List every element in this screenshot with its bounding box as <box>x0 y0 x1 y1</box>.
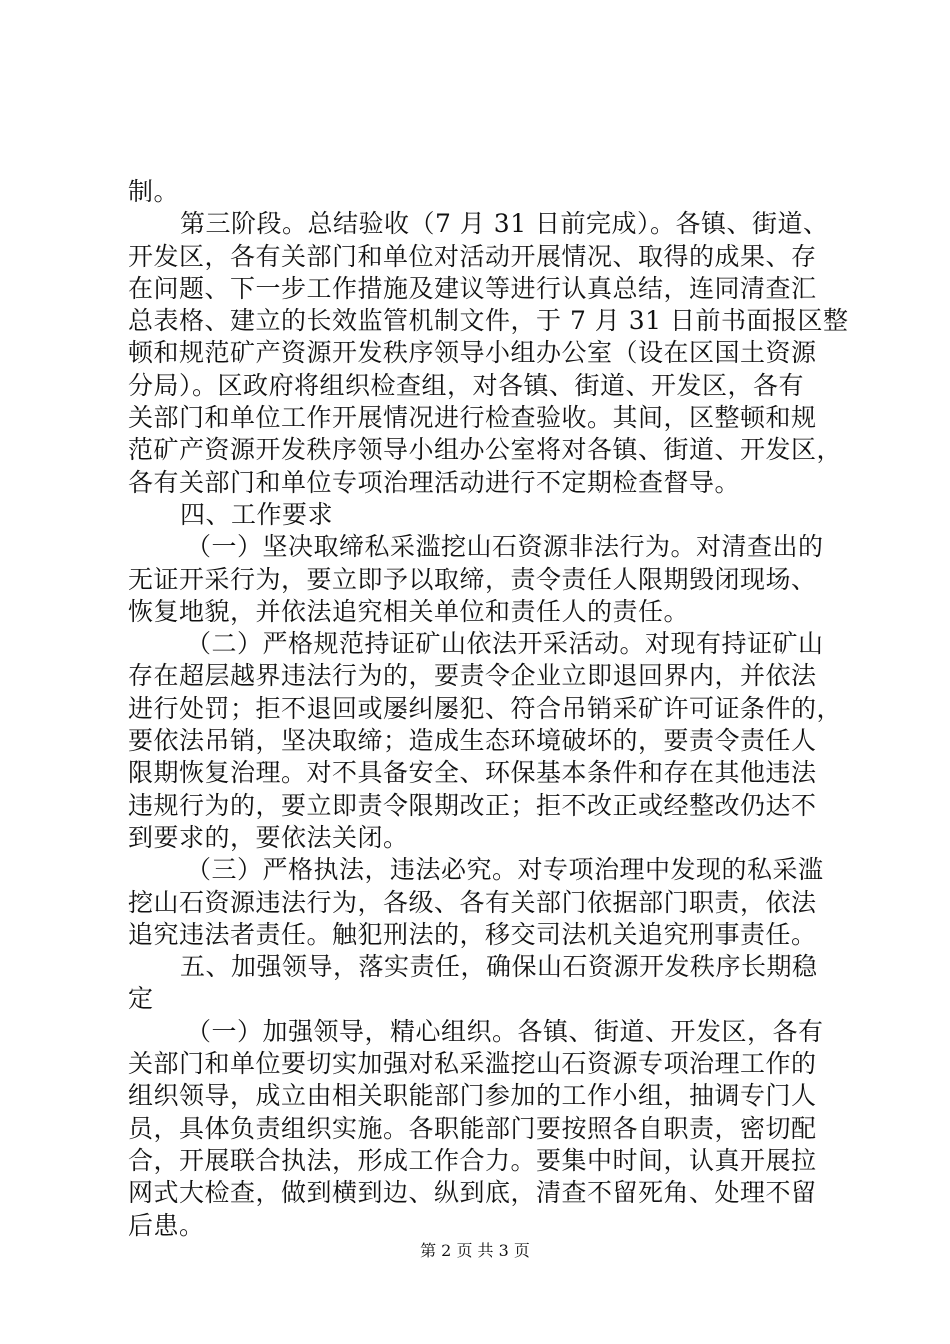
text-line: 限期恢复治理。对不具备安全、环保基本条件和存在其他违法 <box>128 758 817 788</box>
page-number: 第 2 页 共 3 页 <box>420 1241 530 1260</box>
text-line: 合，开展联合执法，形成工作合力。要集中时间，认真开展拉 <box>128 1145 817 1175</box>
text-line: （一）坚决取缔私采滥挖山石资源非法行为。对清查出的 <box>186 532 824 562</box>
text-line: 要依法吊销，坚决取缔；造成生态环境破坏的，要责令责任人 <box>128 726 817 756</box>
text-line: 追究违法者责任。触犯刑法的，移交司法机关追究刑事责任。 <box>128 919 817 949</box>
text-line: 违规行为的，要立即责令限期改正；拒不改正或经整改仍达不 <box>128 790 817 820</box>
text-line: 挖山石资源违法行为，各级、各有关部门依据部门职责，依法 <box>128 887 817 917</box>
text-line: 第三阶段。总结验收（7 月 31 日前完成）。各镇、街道、 <box>180 209 829 239</box>
text-line: 员，具体负责组织实施。各职能部门要按照各自职责，密切配 <box>128 1113 817 1143</box>
text-line: 后患。 <box>128 1210 205 1240</box>
text-line: （一）加强领导，精心组织。各镇、街道、开发区，各有 <box>186 1016 824 1046</box>
section-heading-cont: 定 <box>128 984 154 1014</box>
text-line: 到要求的，要依法关闭。 <box>128 822 409 852</box>
text-line: 范矿产资源开发秩序领导小组办公室将对各镇、街道、开发区， <box>128 435 843 465</box>
text-line: （三）严格执法，违法必究。对专项治理中发现的私采滥 <box>186 855 824 885</box>
page-footer <box>0 1241 950 1261</box>
text-line: 顿和规范矿产资源开发秩序领导小组办公室（设在区国土资源 <box>128 338 817 368</box>
section-heading: 五、加强领导，落实责任，确保山石资源开发秩序长期稳 <box>180 952 818 982</box>
text-line: 总表格、建立的长效监管机制文件，于 7 月 31 日前书面报区整 <box>128 306 849 336</box>
text-line: 关部门和单位工作开展情况进行检查验收。其间，区整顿和规 <box>128 403 817 433</box>
text-line: 恢复地貌，并依法追究相关单位和责任人的责任。 <box>128 596 690 626</box>
text-line: 无证开采行为，要立即予以取缔，责令责任人限期毁闭现场、 <box>128 564 817 594</box>
text-line: 开发区，各有关部门和单位对活动开展情况、取得的成果、存 <box>128 241 817 271</box>
text-line: 分局）。区政府将组织检查组，对各镇、街道、开发区，各有 <box>128 370 805 400</box>
text-line: 网式大检查，做到横到边、纵到底，清查不留死角、处理不留 <box>128 1178 817 1208</box>
section-heading: 四、工作要求 <box>180 499 334 529</box>
text-line: 存在超层越界违法行为的，要责令企业立即退回界内，并依法 <box>128 661 817 691</box>
text-line: 制。 <box>128 177 180 206</box>
text-line: （二）严格规范持证矿山依法开采活动。对现有持证矿山 <box>186 629 824 659</box>
text-line: 各有关部门和单位专项治理活动进行不定期检查督导。 <box>128 467 741 497</box>
text-line: 关部门和单位要切实加强对私采滥挖山石资源专项治理工作的 <box>128 1049 817 1079</box>
text-line: 在问题、下一步工作措施及建议等进行认真总结，连同清查汇 <box>128 273 817 303</box>
document-body <box>128 176 849 1242</box>
text-line: 组织领导，成立由相关职能部门参加的工作小组，抽调专门人 <box>128 1081 817 1111</box>
text-line: 进行处罚；拒不退回或屡纠屡犯、符合吊销采矿许可证条件的， <box>128 693 843 723</box>
